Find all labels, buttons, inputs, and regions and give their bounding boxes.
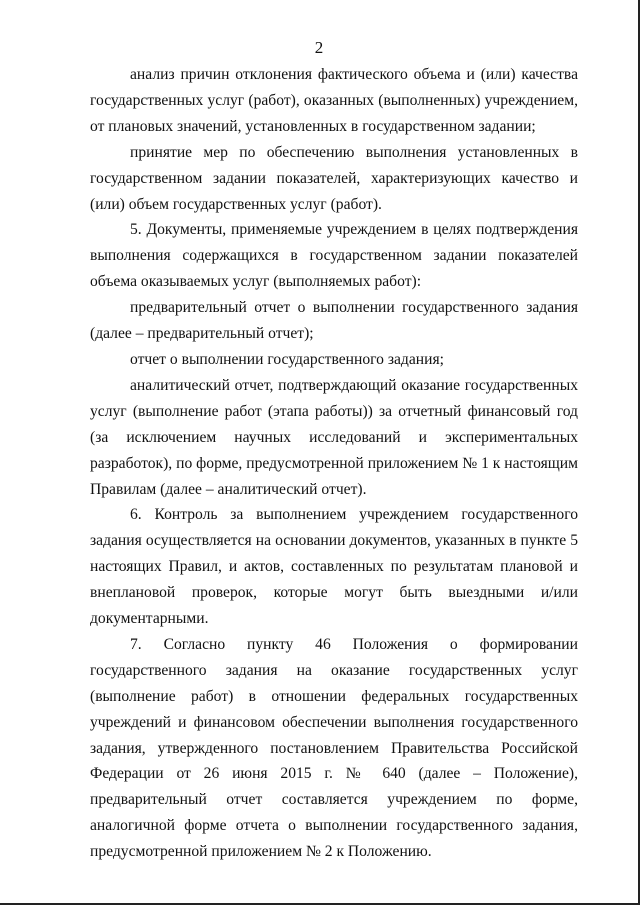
page-number: 2	[314, 38, 324, 57]
paragraph-report: отчет о выполнении государственного задания;	[130, 350, 444, 368]
document-body	[90, 62, 578, 865]
paragraph-item-7: 7. Согласно пункту 46 Положения о формировании государственного задания на оказание государственных услуг (выполнение работ) в отношении федеральных государственных учреждений и финансовом обеспечении выполнения государственного задания, утвержденного постановлением Правительства Российской Федерации от 26 июня 2015 г. № 640 (далее – Положение), предварительный отчет составляется учреждением по форме, аналогичной форме отчета о выполнении государственного задания, предусмотренной приложением № 2 к Положению.	[90, 635, 578, 861]
paragraph-item-6: 6. Контроль за выполнением учреждением государственного задания осуществляется на основании документов, указанных в пункте 5 настоящих Правил, и актов, составленных по результатам плановой и внеплановой проверок, которые могут быть выездными и/или документарными.	[90, 506, 578, 628]
paragraph-measures: принятие мер по обеспечению выполнения установленных в государственном задании показателей, характеризующих качество и (или) объем государственных услуг (работ).	[90, 143, 578, 213]
paragraph-analytical-report: аналитический отчет, подтверждающий оказание государственных услуг (выполнение работ (этапа работы)) за отчетный финансовый год (за исключением научных исследований и экспериментальных разработок), по форме, предусмотренной приложением № 1 к настоящим Правилам (далее – аналитический отчет).	[90, 376, 578, 498]
paragraph-item-5: 5. Документы, применяемые учреждением в целях подтверждения выполнения содержащихся в государственном задании показателей объема оказываемых услуг (выполняемых работ):	[90, 221, 578, 291]
paragraph-preliminary-report: предварительный отчет о выполнении государственного задания (далее – предварительный отчет);	[90, 299, 578, 343]
paragraph-analysis: анализ причин отклонения фактического объема и (или) качества государственных услуг (работ), оказанных (выполненных) учреждением, от плановых значений, установленных в государственном задании;	[90, 66, 578, 135]
